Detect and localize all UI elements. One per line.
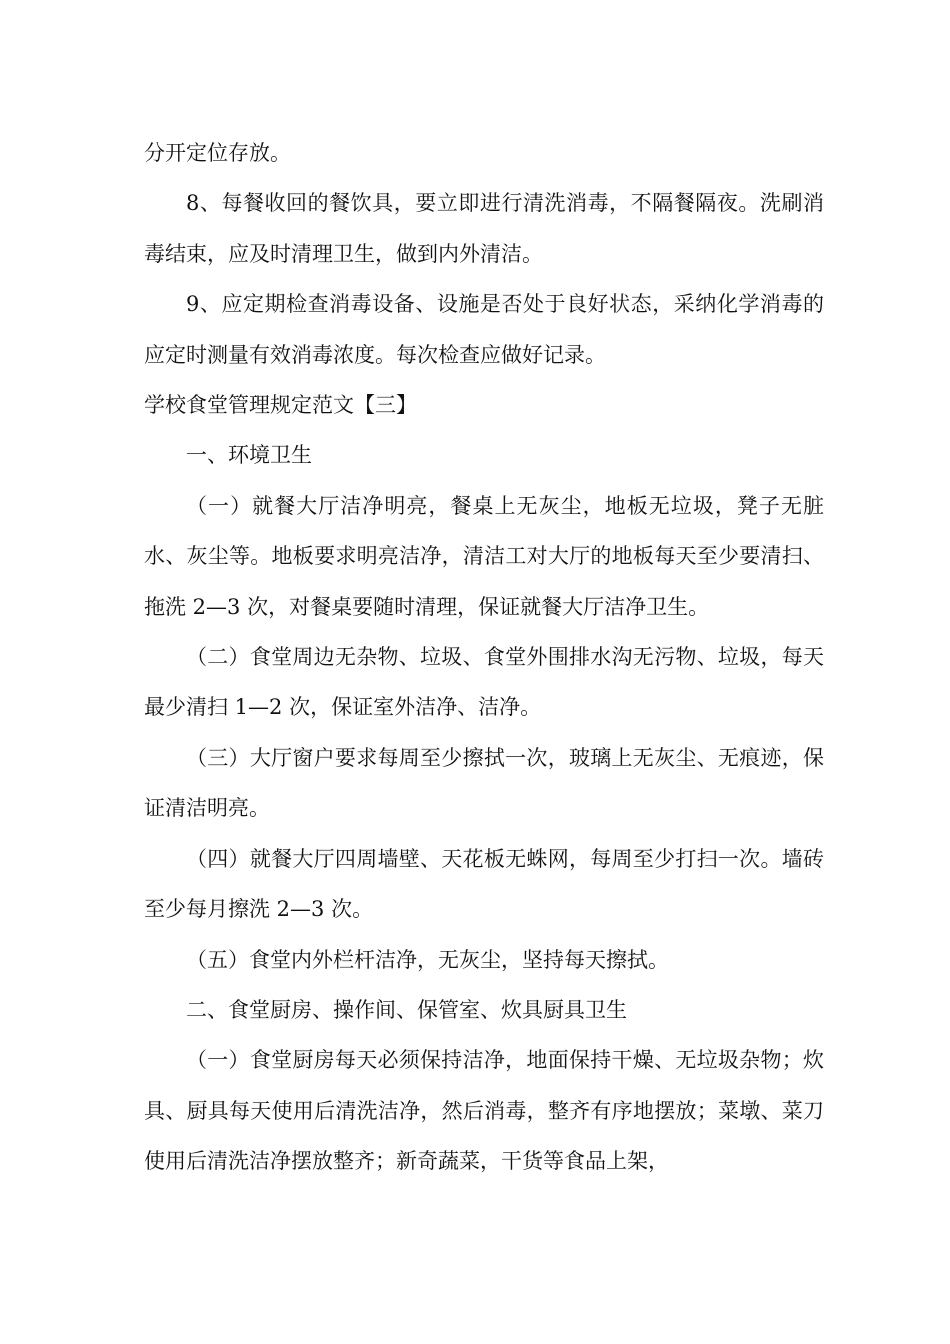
paragraph-item-9: 9、应定期检查消毒设备、设施是否处于良好状态，采纳化学消毒的应定时测量有效消毒浓度。每次检查应做好记录。 xyxy=(144,292,824,367)
subheading-environment: 一、环境卫生 xyxy=(186,443,312,468)
paragraph-env-5: （五）食堂内外栏杆洁净，无灰尘，坚持每天擦拭。 xyxy=(186,947,669,972)
subheading-kitchen: 二、食堂厨房、操作间、保管室、炊具厨具卫生 xyxy=(186,997,627,1022)
paragraph-item-8: 8、每餐收回的餐饮具，要立即进行清洗消毒，不隔餐隔夜。洗刷消毒结束，应及时清理卫生，做到内外清洁。 xyxy=(144,191,824,266)
section-heading: 学校食堂管理规定范文【三】 xyxy=(144,393,417,418)
paragraph-env-1: （一）就餐大厅洁净明亮，餐桌上无灰尘，地板无垃圾，凳子无脏水、灰尘等。地板要求明亮洁净，清洁工对大厅的地板每天至少要清扫、拖洗 2—3 次，对餐桌要随时清理，保证就餐大厅洁净卫生。 xyxy=(144,493,824,619)
paragraph-env-3: （三）大厅窗户要求每周至少擦拭一次，玻璃上无灰尘、无痕迹，保证清洁明亮。 xyxy=(144,745,824,821)
document-body xyxy=(144,128,824,1187)
paragraph-kitchen-1: （一）食堂厨房每天必须保持洁净，地面保持干燥、无垃圾杂物；炊具、厨具每天使用后清洗洁净，然后消毒，整齐有序地摆放；菜墩、菜刀使用后清洗洁净摆放整齐；新奇蔬菜，干货等食品上架， xyxy=(144,1048,824,1174)
paragraph-env-4: （四）就餐大厅四周墙壁、天花板无蛛网，每周至少打扫一次。墙砖至少每月擦洗 2—3 次。 xyxy=(144,846,824,922)
paragraph-env-2: （二）食堂周边无杂物、垃圾、食堂外围排水沟无污物、垃圾，每天最少清扫 1—2 次，保证室外洁净、洁净。 xyxy=(144,645,824,720)
paragraph-continuation: 分开定位存放。 xyxy=(144,141,291,165)
